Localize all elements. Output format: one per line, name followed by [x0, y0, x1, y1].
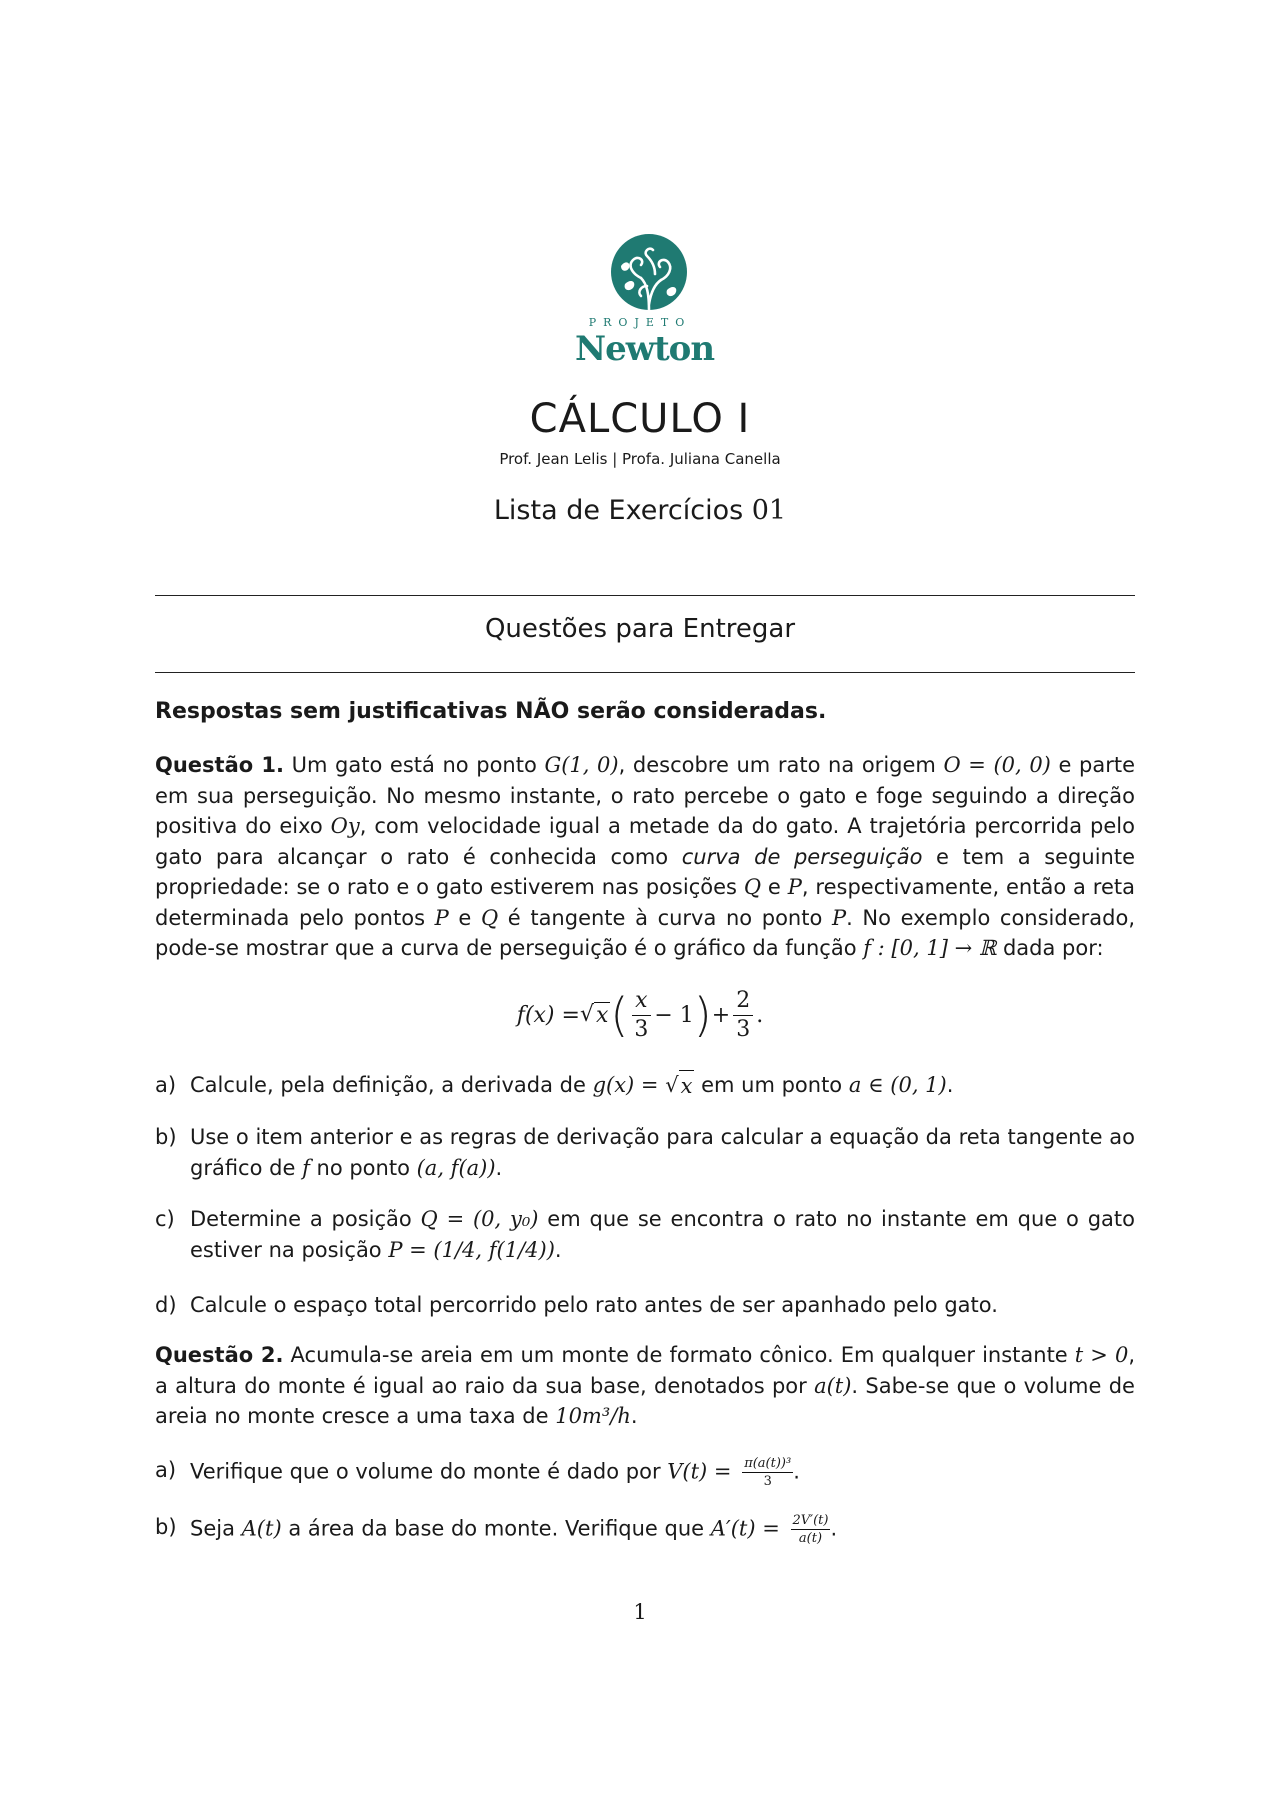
fraction-denominator: 3 — [763, 1474, 772, 1489]
q2-text: Acumula-se areia em um monte de formato cônico. Em qualquer instante — [283, 1343, 1075, 1367]
list-title-text: Lista de Exercícios — [493, 495, 744, 526]
minus-one: − 1 — [654, 1002, 694, 1028]
item-body — [190, 1512, 1135, 1547]
q1-text: , respectivamente, então a reta determinada pelo pontos — [155, 875, 1135, 930]
q1-item-b — [155, 1122, 1135, 1184]
item-label: c) — [155, 1207, 175, 1231]
question-2-label: Questão 2. — [155, 1343, 284, 1367]
q1-math: f : [0, 1] → ℝ — [863, 936, 997, 960]
item-math: V(t) = — [667, 1459, 739, 1484]
q2-text: . Sabe-se que o volume de areia no monte cresce a uma taxa de — [155, 1373, 1135, 1428]
q1-text: Um gato está no ponto — [284, 753, 545, 777]
logo-text-projeto: PROJETO — [588, 316, 692, 329]
sqrt-argument: x — [595, 1003, 609, 1028]
list-number: 01 — [751, 495, 787, 526]
projeto-newton-logo — [575, 232, 715, 372]
item-text: no ponto — [309, 1156, 417, 1180]
item-label: d) — [155, 1293, 177, 1317]
q1-text: é tangente à curva no ponto — [498, 905, 832, 930]
item-math: a ∈ (0, 1) — [848, 1073, 947, 1097]
fraction-2-over-3 — [733, 987, 753, 1044]
radical-sign: √ — [665, 1073, 679, 1097]
item-math: Q = (0, y₀) — [420, 1207, 539, 1231]
plus-sign: + — [711, 1002, 731, 1028]
item-body — [190, 1455, 1135, 1490]
item-body — [190, 1070, 1135, 1102]
warning-note: Respostas sem justificativas NÃO serão consideradas. — [155, 699, 827, 724]
item-text: Determine a posição — [190, 1207, 421, 1231]
item-math: (a, f(a)) — [416, 1156, 496, 1180]
q1-math: P — [787, 875, 802, 899]
q1-math: G(1, 0) — [544, 753, 619, 777]
formula-period: . — [756, 1002, 764, 1028]
divider-top — [155, 595, 1135, 596]
item-text: . — [793, 1459, 800, 1484]
q1-text: dada por: — [996, 936, 1104, 960]
q1-item-c — [155, 1204, 1135, 1266]
q2-math: 10m³/h — [555, 1404, 631, 1428]
divider-bottom — [155, 672, 1135, 673]
q2-math: a(t) — [814, 1373, 852, 1398]
question-1-label: Questão 1. — [155, 753, 285, 777]
item-body — [190, 1290, 1135, 1321]
item-text: Calcule o espaço total percorrido pelo rato antes de ser apanhado pelo gato. — [190, 1293, 998, 1317]
q1-math: P — [831, 905, 847, 930]
item-body — [190, 1204, 1135, 1266]
item-text: em que se encontra o rato no instante em que o gato estiver na posição — [190, 1207, 1135, 1262]
volume-fraction — [742, 1455, 793, 1490]
fraction-numerator: 2V′(t) — [792, 1513, 829, 1528]
item-text: Verifique que o volume do monte é dado por — [190, 1459, 668, 1484]
q1-text: e tem a seguinte propriedade: se o rato e o gato estiverem nas posições — [155, 844, 1135, 899]
fraction-numerator: 2 — [733, 987, 753, 1016]
q1-math: Q — [480, 905, 499, 930]
list-title — [0, 495, 1280, 526]
formula-lhs: f(x) = — [516, 1002, 580, 1028]
q1-text: e — [448, 905, 481, 930]
q2-math: t > 0 — [1074, 1343, 1129, 1367]
fraction-denominator: 3 — [736, 1016, 751, 1042]
q2-text: , a altura do monte é igual ao raio da sua base, denotados por — [155, 1343, 1135, 1398]
item-body — [190, 1122, 1135, 1184]
q1-text: . No exemplo considerado, pode-se mostrar que a curva de perseguição é o gráfico da função — [155, 905, 1135, 960]
page-number: 1 — [633, 1600, 647, 1624]
item-text: . — [946, 1073, 954, 1097]
item-text: Calcule, pela definição, a derivada de — [190, 1073, 593, 1097]
question-1 — [155, 750, 1135, 964]
item-label: a) — [155, 1458, 177, 1482]
fraction-denominator: 3 — [634, 1016, 649, 1042]
radical-sign: √ — [579, 1002, 594, 1027]
item-label: a) — [155, 1073, 177, 1097]
q1-item-d — [155, 1290, 1135, 1321]
q1-math: Q — [743, 875, 762, 899]
function-formula — [0, 975, 1280, 1055]
q1-text: e parte em sua perseguição. No mesmo instante, o rato percebe o gato e foge seguindo a direção positiva do eixo — [155, 753, 1135, 838]
item-math: A′(t) = — [710, 1516, 787, 1541]
item-math: g(x) = — [592, 1073, 666, 1097]
q1-text: , descobre um rato na origem — [618, 753, 944, 777]
course-title: CÁLCULO I — [529, 396, 751, 442]
close-paren: ) — [693, 988, 712, 1042]
item-label: b) — [155, 1125, 177, 1149]
q2-item-a — [155, 1455, 1135, 1490]
tree-emblem-icon — [611, 234, 687, 310]
item-text: . — [830, 1516, 838, 1541]
item-math: f — [302, 1156, 310, 1180]
area-derivative-fraction — [791, 1512, 831, 1547]
q1-math: O = (0, 0) — [943, 753, 1051, 777]
fraction-numerator: x — [632, 987, 650, 1016]
sqrt-argument: x — [679, 1070, 695, 1102]
item-math: P = (1/4, f(1/4)) — [388, 1238, 555, 1262]
item-text: . — [495, 1156, 503, 1180]
item-text: Use o item anterior e as regras de derivação para calcular a equação da reta tangente ao gráfico de — [190, 1125, 1135, 1180]
item-text: a área da base do monte. Verifique que — [281, 1516, 711, 1541]
fraction-x-over-3 — [631, 987, 651, 1044]
item-text: em um ponto — [694, 1073, 849, 1097]
q2-item-b — [155, 1512, 1135, 1547]
section-title: Questões para Entregar — [484, 614, 796, 644]
fraction-numerator: π(a(t))³ — [744, 1456, 792, 1471]
q1-item-a — [155, 1070, 1135, 1102]
square-root — [665, 1070, 694, 1102]
q2-text: . — [630, 1404, 638, 1428]
q1-text: , com velocidade igual a metade da do gato. A trajetória percorrida pelo gato para alcançar o rato é conhecida como — [155, 814, 1135, 869]
item-label: b) — [155, 1515, 177, 1539]
q1-emphasis: curva de perseguição — [681, 844, 923, 869]
item-text: Seja — [190, 1516, 242, 1541]
authors: Prof. Jean Lelis | Profa. Juliana Canella — [499, 450, 781, 468]
question-2 — [155, 1340, 1135, 1432]
open-paren: ( — [610, 988, 629, 1042]
q1-math: Oy — [330, 814, 360, 838]
q1-math: P — [434, 905, 449, 930]
fraction-denominator: a(t) — [798, 1531, 823, 1546]
item-math: A(t) — [241, 1516, 282, 1541]
square-root — [580, 1002, 610, 1028]
item-text: . — [554, 1238, 562, 1262]
q1-text: e — [761, 875, 788, 899]
logo-text-newton: Newton — [575, 329, 715, 369]
